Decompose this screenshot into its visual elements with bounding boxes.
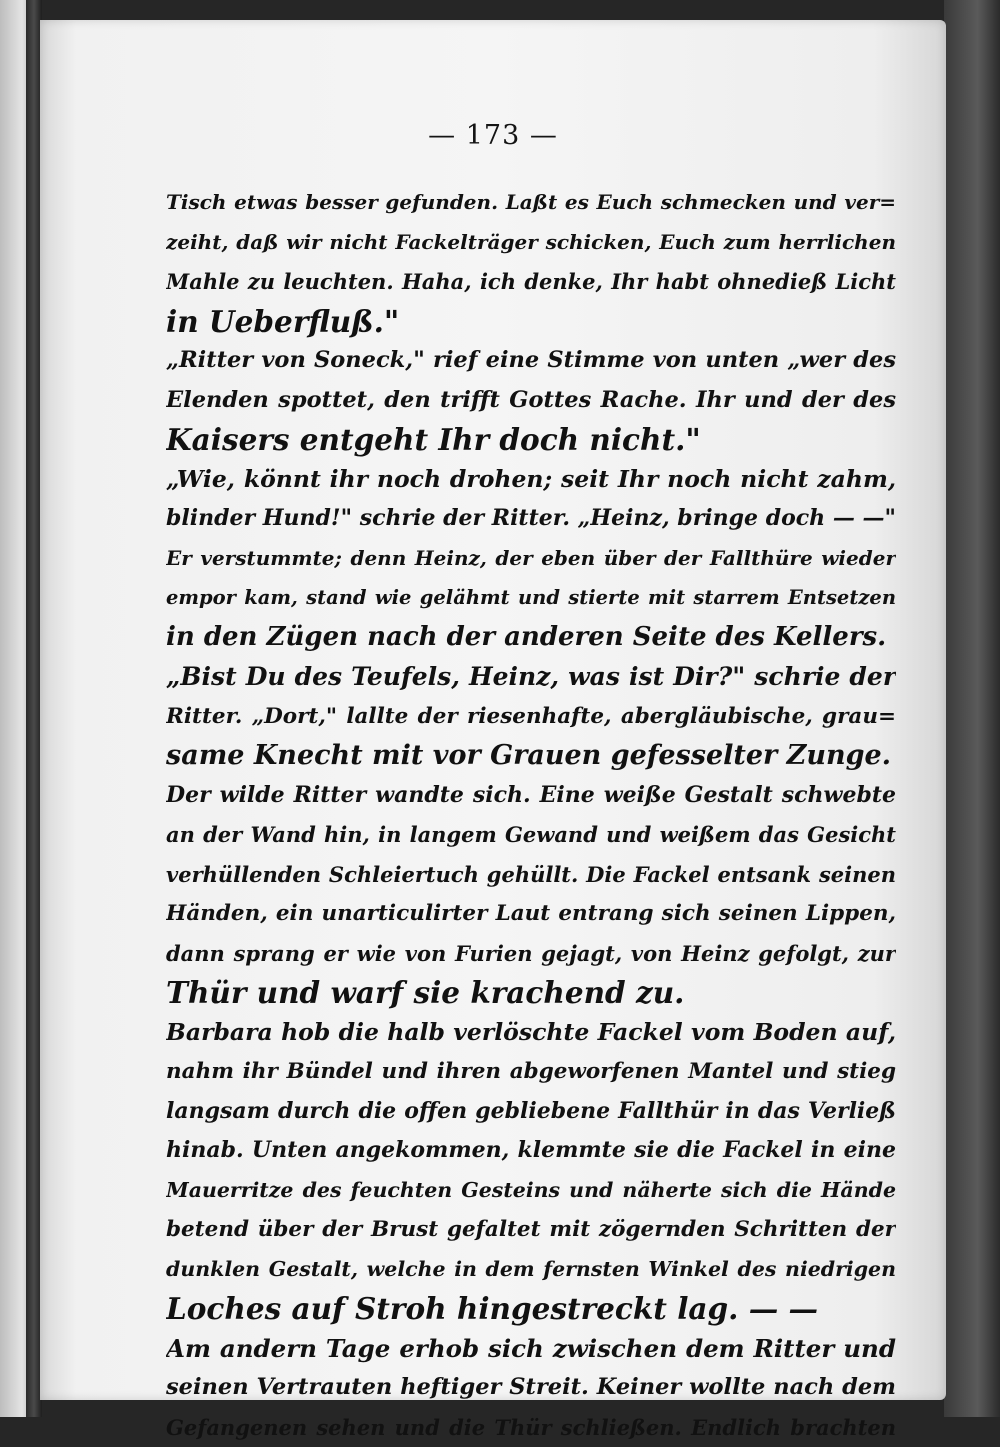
text-line: Loches auf Stroh hingestreckt lag. — — — [166, 1289, 896, 1329]
text-line: Mahle zu leuchten. Haha, ich denke, Ihr habt ohnedieß Licht — [166, 262, 896, 302]
text-line: hinab. Unten angekommen, klemmte sie die Fackel in eine — [166, 1131, 896, 1171]
text-line: „Bist Du des Teufels, Heinz, was ist Dir?" schrie der — [166, 657, 896, 697]
text-line: Kaisers entgeht Ihr doch nicht." — [166, 420, 896, 460]
text-line: Thür und warf sie krachend zu. — [166, 973, 896, 1013]
book-page — [40, 20, 946, 1400]
page-text — [166, 183, 896, 1447]
text-line: Gefangenen sehen und die Thür schließen. Endlich brachten — [166, 1408, 896, 1447]
text-line: verhüllenden Schleiertuch gehüllt. Die Fackel entsank seinen — [166, 855, 896, 895]
text-line: betend über der Brust gefaltet mit zögernden Schritten der — [166, 1210, 896, 1250]
text-line: Der wilde Ritter wandte sich. Eine weiße Gestalt schwebte — [166, 776, 896, 816]
text-line: Ritter. „Dort," lallte der riesenhafte, abergläubische, grau= — [166, 697, 896, 737]
text-line: blinder Hund!" schrie der Ritter. „Heinz, bringe doch — —" — [166, 499, 896, 539]
text-line: Barbara hob die halb verlöschte Fackel vom Boden auf, — [166, 1013, 896, 1053]
text-line: Mauerritze des feuchten Gesteins und näherte sich die Hände — [166, 1171, 896, 1211]
text-line: Am andern Tage erhob sich zwischen dem Ritter und — [166, 1329, 896, 1369]
text-line: dunklen Gestalt, welche in dem fernsten Winkel des niedrigen — [166, 1250, 896, 1290]
text-line: same Knecht mit vor Grauen gefesselter Zunge. — [166, 736, 896, 776]
text-line: Tisch etwas besser gefunden. Laßt es Euch schmecken und ver= — [166, 183, 896, 223]
text-line: langsam durch die offen gebliebene Fallthür in das Verließ — [166, 1092, 896, 1132]
book-cover-edge — [944, 0, 1000, 1417]
text-line: dann sprang er wie von Furien gejagt, von Heinz gefolgt, zur — [166, 934, 896, 974]
text-line: an der Wand hin, in langem Gewand und weißem das Gesicht — [166, 815, 896, 855]
text-line: nahm ihr Bündel und ihren abgeworfenen Mantel und stieg — [166, 1052, 896, 1092]
page-number: — 173 — — [40, 120, 946, 151]
text-line: „Wie, könnt ihr noch drohen; seit Ihr noch nicht zahm, — [166, 460, 896, 500]
text-line: empor kam, stand wie gelähmt und stierte mit starrem Entsetzen — [166, 578, 896, 618]
text-line: in den Zügen nach der anderen Seite des Kellers. — [166, 618, 896, 658]
text-line: seinen Vertrauten heftiger Streit. Keiner wollte nach dem — [166, 1368, 896, 1408]
text-line: zeiht, daß wir nicht Fackelträger schicken, Euch zum herrlichen — [166, 223, 896, 263]
text-line: Händen, ein unarticulirter Laut entrang sich seinen Lippen, — [166, 894, 896, 934]
text-line: in Ueberfluß." — [166, 302, 896, 342]
text-line: Elenden spottet, den trifft Gottes Rache. Ihr und der des — [166, 381, 896, 421]
text-line: Er verstummte; denn Heinz, der eben über der Fallthüre wieder — [166, 539, 896, 579]
text-line: „Ritter von Soneck," rief eine Stimme von unten „wer des — [166, 341, 896, 381]
